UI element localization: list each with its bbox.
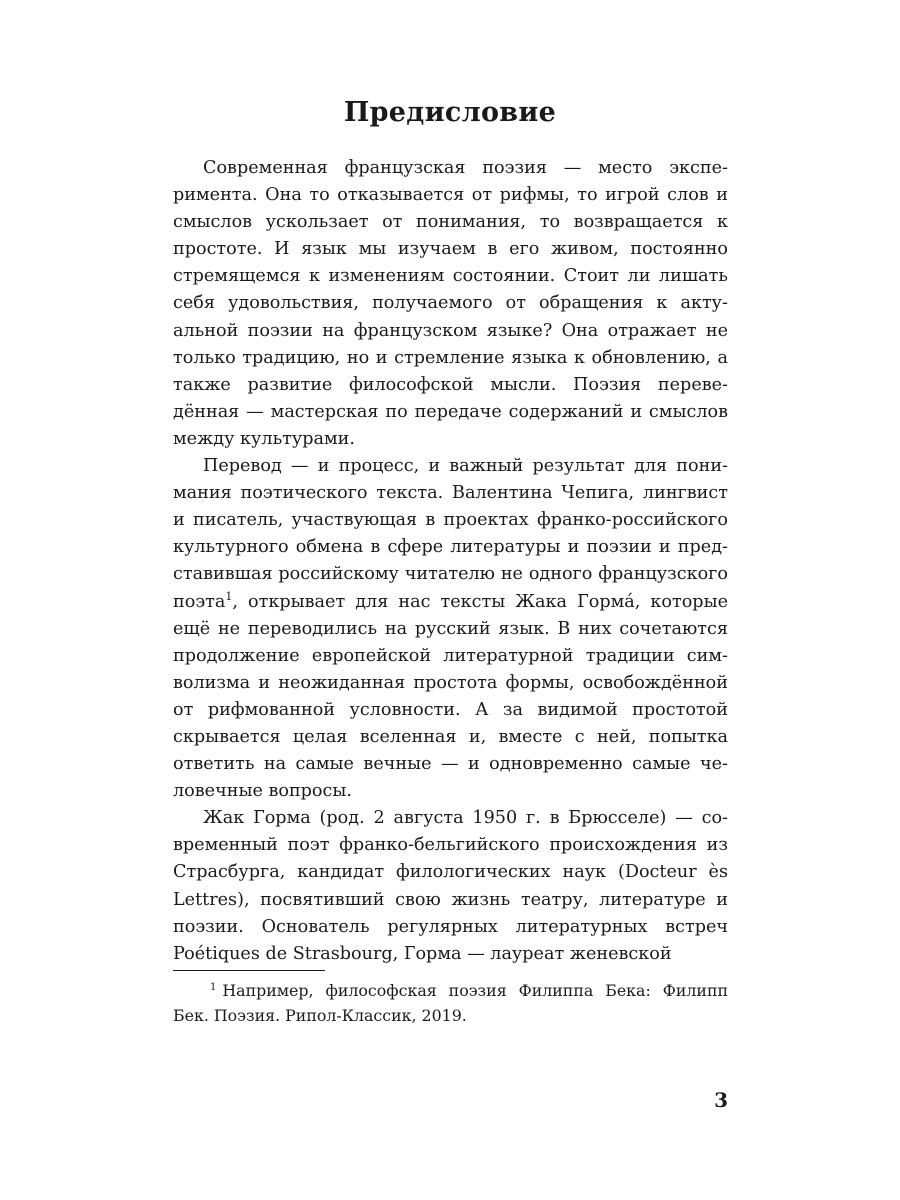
paragraph-3: Жак Горма (род. 2 августа 1950 г. в Брюсселе) — современный поэт франко-бельгийского происхождения из Страсбурга, кандидат филологических наук (Docteur ès Lettres), посвятивший свою жизнь театру, литературе и поэзии. Основатель регулярных литературных встреч Poétiques de Strasbourg, Горма — лауреат женевской <box>173 808 728 964</box>
paragraph-2-end: , открывает для нас тексты Жака Гормá, которые ещё не переводились на русский язык. В них сочетаются продолжение европейской литературной традиции символизма и неожиданная простота формы, освобождённой от рифмованной условности. А за видимой простотой скрывается целая вселенная и, вместе с ней, попытка ответить на самые вечные — и одновременно самые человечные вопросы. <box>173 591 728 802</box>
page-title: Предисловие <box>343 97 557 128</box>
paragraph-1: Современная французская поэзия — место эксперимента. Она то отказывается от рифмы, то игрой слов и смыслов ускользает от понимания, то возвращается к простоте. И язык мы изучаем в его живом, постоянно стремящемся к изменениям состоянии. Стоит ли лишать себя удовольствия, получаемого от обращения к актуальной поэзии на французском языке? Она отражает не только традицию, но и стремление языка к обновлению, а также развитие философской мысли. Поэзия переведённая — мастерская по передаче содержаний и смыслов между культурами. <box>173 158 728 449</box>
preface-body <box>173 155 728 968</box>
footnote-number: 1 <box>210 981 217 993</box>
footnote-text: Например, философская поэзия Филиппа Бека: Филипп Бек. Поэзия. Рипол-Классик, 2019. <box>173 981 728 1025</box>
footnote <box>173 979 728 1028</box>
paragraph-2 <box>173 453 728 805</box>
footnote-reference: 1 <box>225 589 233 603</box>
paragraph-2-start: Перевод — и процесс, и важный результат для понимания поэтического текста. Валентина Чепига, лингвист и писатель, участвующая в проектах франко-российского культурного обмена в сфере литературы и поэзии и представившая российскому читателю не одного французского поэта <box>173 456 728 612</box>
footnote-divider <box>173 970 325 971</box>
page-number: 3 <box>714 1088 728 1112</box>
